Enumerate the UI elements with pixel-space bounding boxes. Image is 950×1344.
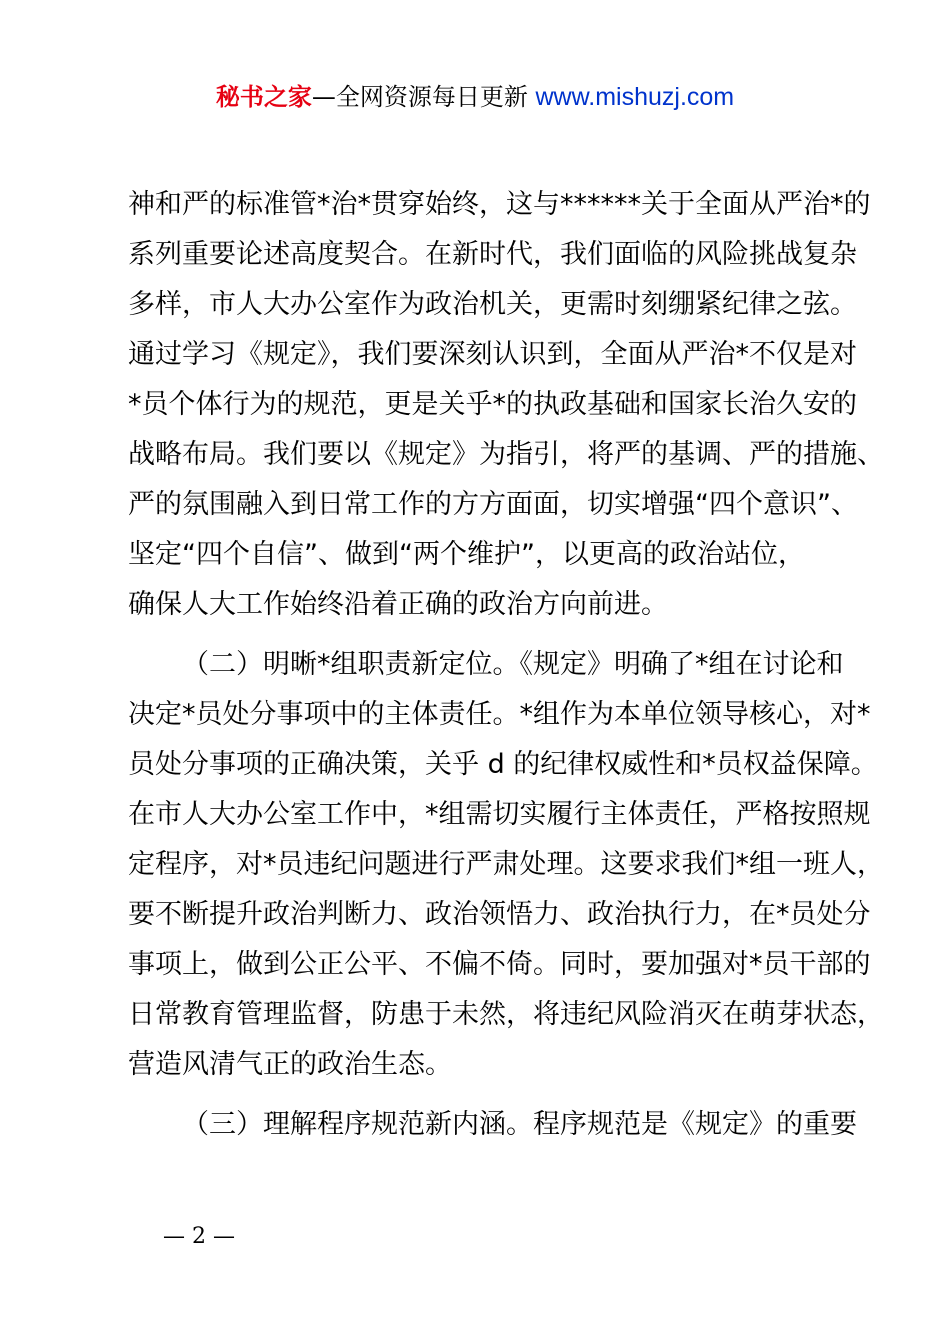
text-line: 确保人大工作始终沿着正确的政治方向前进。	[128, 589, 668, 620]
text-line: （二）明晰*组职责新定位。《规定》明确了*组在讨论和	[182, 649, 844, 680]
brand-name: 秘书之家	[215, 83, 312, 111]
text-line: 严的氛围融入到日常工作的方方面面，切实增强“四个意识”、	[128, 489, 858, 520]
text-line: 系列重要论述高度契合。在新时代，我们面临的风险挑战复杂	[128, 239, 857, 270]
page-number: — 2 —	[163, 1224, 235, 1249]
text-line: 战略布局。我们要以《规定》为指引，将严的基调、严的措施、	[128, 439, 884, 470]
text-line: 多样，市人大办公室作为政治机关，更需时刻绷紧纪律之弦。	[128, 289, 857, 320]
text-line: 事项上，做到公正公平、不偏不倚。同时，要加强对*员干部的	[128, 949, 871, 980]
paragraph-3	[128, 1100, 857, 1150]
text-line: 要不断提升政治判断力、政治领悟力、政治执行力，在*员处分	[128, 899, 871, 930]
text-line: 营造风清气正的政治生态。	[128, 1049, 452, 1080]
text-line: 员处分事项的正确决策，关乎 d 的纪律权威性和*员权益保障。	[128, 749, 878, 780]
paragraph-2	[128, 640, 884, 1090]
text-line: （三）理解程序规范新内涵。程序规范是《规定》的重要	[182, 1109, 857, 1140]
text-line: 定程序，对*员违纪问题进行严肃处理。这要求我们*组一班人，	[128, 849, 884, 880]
text-line: *员个体行为的规范，更是关乎*的执政基础和国家长治久安的	[128, 389, 857, 420]
text-line: 在市人大办公室工作中，*组需切实履行主体责任，严格按照规	[128, 799, 871, 830]
site-url[interactable]: www.mishuzj.com	[535, 83, 735, 111]
text-line: 坚定“四个自信”、做到“两个维护”，以更高的政治站位，	[128, 539, 805, 570]
text-line: 通过学习《规定》，我们要深刻认识到，全面从严治*不仅是对	[128, 339, 857, 370]
text-line: 神和严的标准管*治*贯穿始终，这与******关于全面从严治*的	[128, 189, 871, 220]
text-line: 决定*员处分事项中的主体责任。*组作为本单位领导核心，对*	[128, 699, 871, 730]
header-tagline: —全网资源每日更新	[311, 83, 528, 111]
text-line: 日常教育管理监督，防患于未然，将违纪风险消灭在萌芽状态，	[128, 999, 884, 1030]
site-header	[0, 80, 950, 114]
paragraph-1	[128, 180, 884, 630]
